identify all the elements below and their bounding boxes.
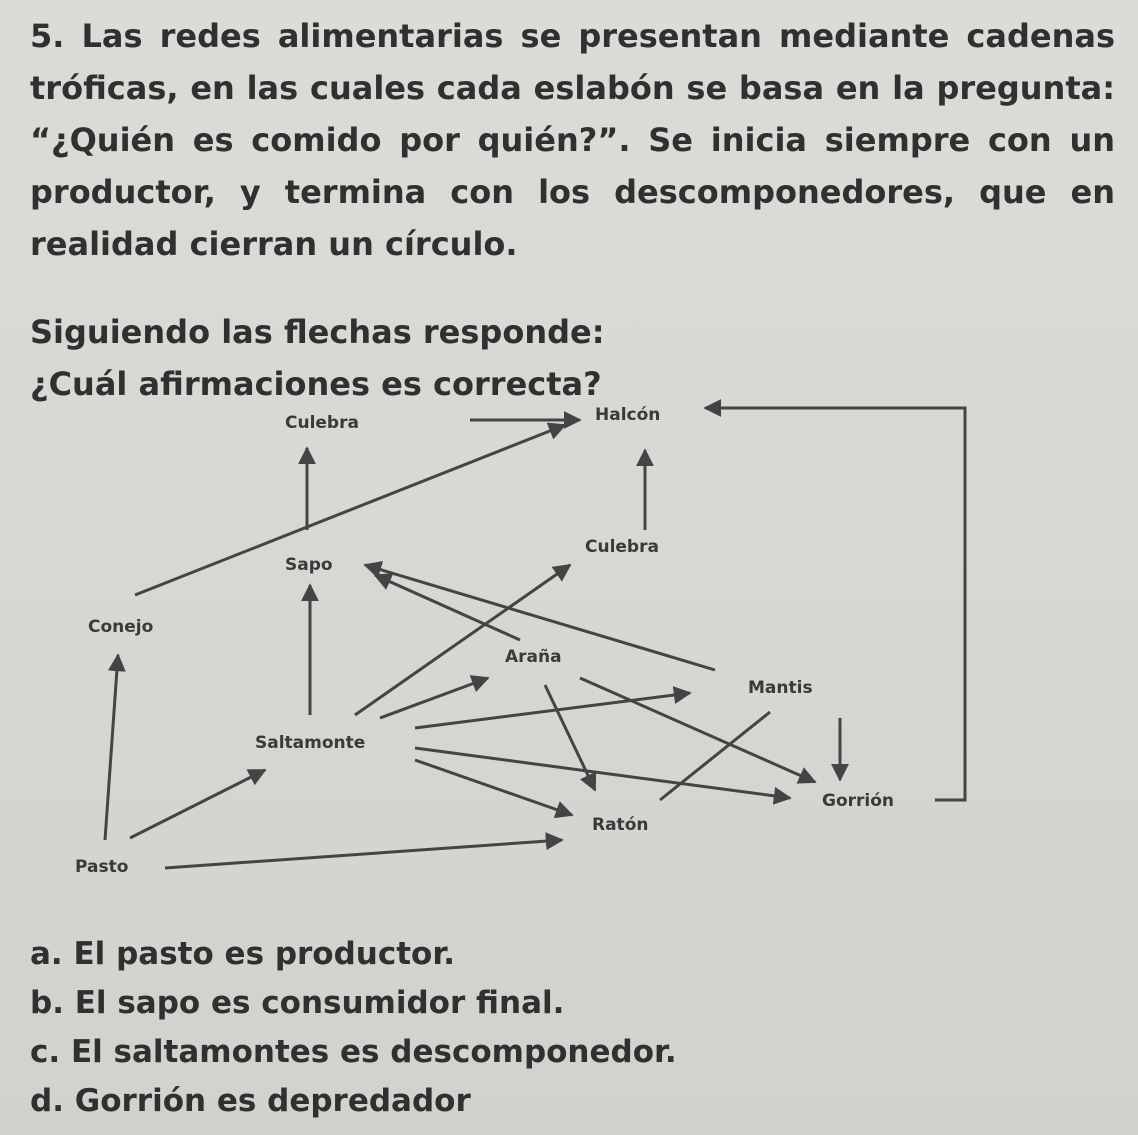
arrow-saltamonte-to-gorrion [415,748,790,798]
node-raton: Ratón [592,815,649,835]
node-conejo: Conejo [88,617,154,637]
arrow-pasto-to-conejo [105,655,118,840]
arrow-pasto-to-raton [165,840,562,868]
node-gorrion: Gorrión [822,791,895,811]
intro-paragraph: 5. Las redes alimentarias se presentan mediante cadenas tróficas, en las cuales cada eslabón se basa en la pregunta: “¿Quién es comido por quién?”. Se inicia siempre con un productor, y termina con los descomponedores, que en realidad cierran un círculo. [30,17,1115,263]
answer-options [30,930,677,1126]
arrow-saltamonte-to-raton [415,760,572,815]
option-a[interactable]: a. El pasto es productor. [30,936,455,972]
node-culebra-mid: Culebra [585,537,659,557]
node-mantis: Mantis [748,678,813,698]
node-arana: Araña [505,647,562,667]
arrow-saltamonte-to-culebra [355,565,570,715]
node-saltamonte: Saltamonte [255,733,366,753]
arrow-pasto-to-saltamonte [130,770,265,838]
node-sapo: Sapo [285,555,333,575]
arrow-saltamonte-to-arana [380,678,488,718]
arrow-gorrion-to-halcon [705,408,965,800]
node-halcon: Halcón [595,405,661,425]
option-d[interactable]: d. Gorrión es depredador [30,1083,471,1119]
option-c[interactable]: c. El saltamontes es descomponedor. [30,1034,677,1070]
arrow-arana-to-sapo [375,575,520,640]
arrow-conejo-to-halcon [135,425,565,595]
arrow-arana-to-raton [545,685,595,790]
option-b[interactable]: b. El sapo es consumidor final. [30,985,565,1021]
node-culebra-top: Culebra [285,413,359,433]
question-prompt: Siguiendo las flechas responde: ¿Cuál afirmaciones es correcta? [30,313,605,403]
node-pasto: Pasto [75,857,129,877]
